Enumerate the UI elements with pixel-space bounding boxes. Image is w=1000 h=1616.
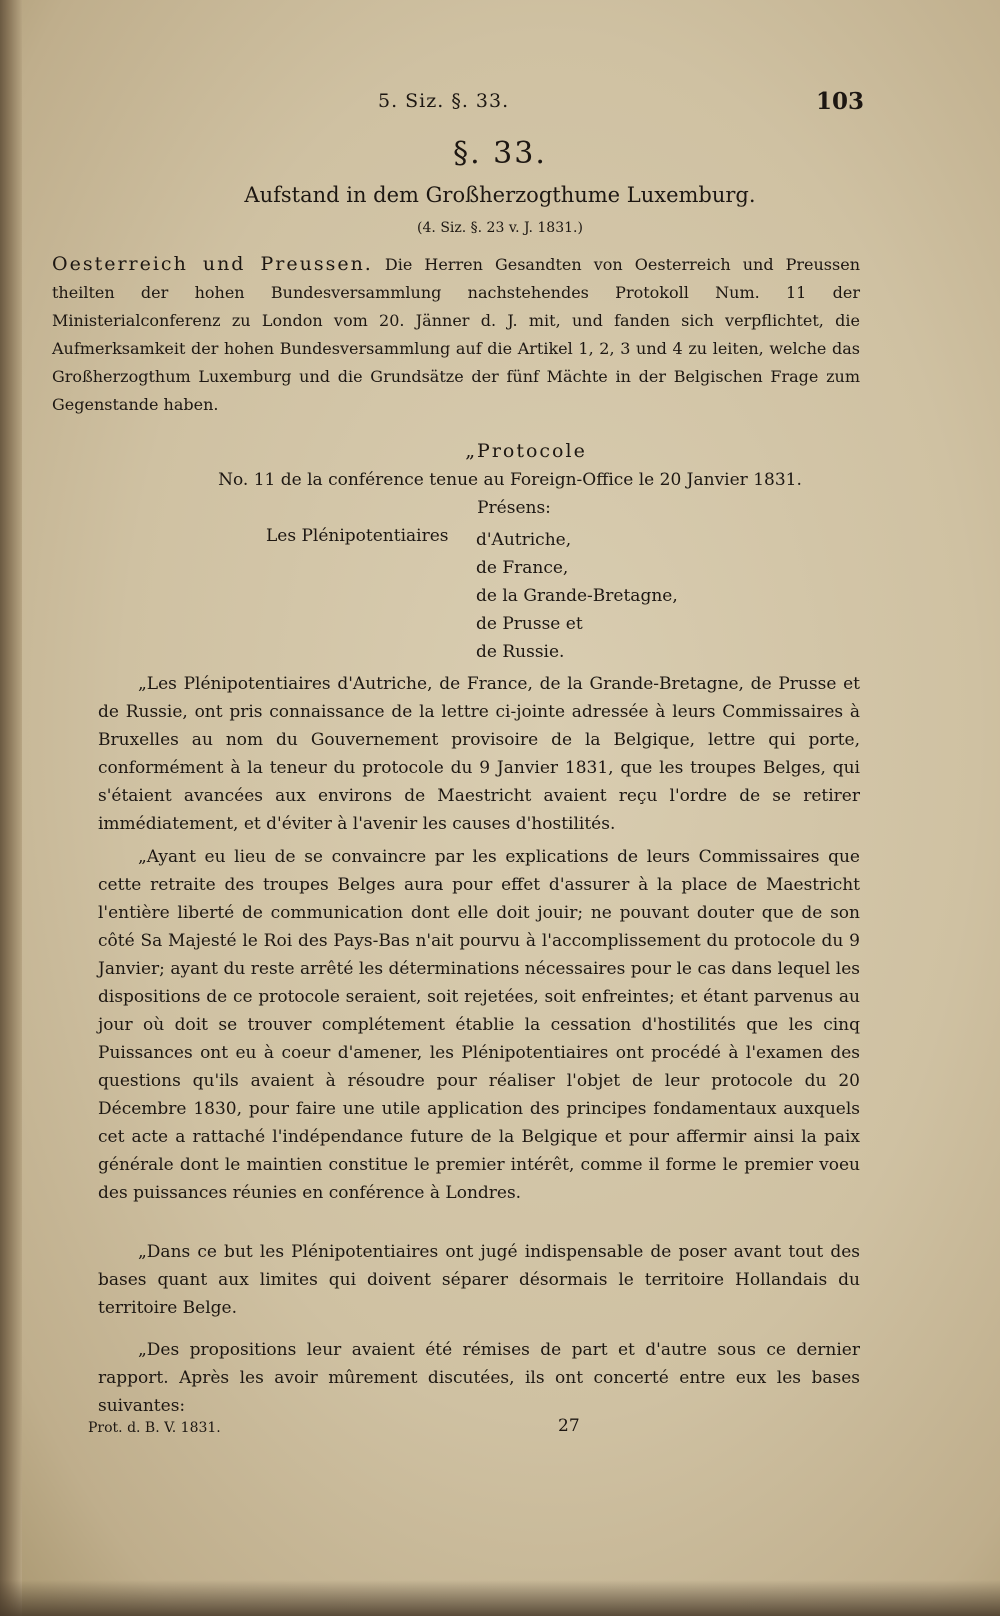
running-head-title: 5. Siz. §. 33. bbox=[378, 90, 510, 112]
page-bottom-shadow bbox=[0, 1580, 1000, 1616]
protocol-paragraph: „Les Plénipotentiaires d'Autriche, de France, de la Grande-Bretagne, de Prusse et de Russie, ont pris connaissance de la lettre ci-jointe adressée à leurs Commissaires à Bruxelles au nom du Gouvernement provisoire de la Belgique, lettre qui porte, conformément à la teneur du protocole du 9 Janvier 1831, que les troupes Belges, qui s'étaient avancées aux environs de Maestricht avaient reçu l'ordre de se retirer immédiatement, et d'éviter à l'avenir les causes d'hostilités. bbox=[98, 674, 860, 834]
section-reference: (4. Siz. §. 23 v. J. 1831.) bbox=[417, 220, 583, 236]
intro-text: Die Herren Gesandten von Oesterreich und Preussen theilten der hohen Bundesversammlung nachstehendes Protokoll Num. 11 der Ministerialconferenz zu London vom 20. Jänner d. J. mit, und fanden sich verpflichtet, die Aufmerksamkeit der hohen Bundesversammlung auf die Artikel 1, 2, 3 und 4 zu leiten, welche das Großherzogthum Luxemburg und die Grundsätze der fünf Mächte in der Belgischen Frage zum Gegenstande haben. bbox=[52, 255, 861, 414]
plenipotentiaries-list bbox=[476, 526, 678, 666]
plenipotentiaries-label: Les Plénipotentiaires bbox=[266, 526, 449, 546]
book-spine-shadow bbox=[0, 0, 22, 1616]
protocol-subheading: No. 11 de la conférence tenue au Foreign-Office le 20 Janvier 1831. bbox=[218, 470, 802, 490]
presens-label: Présens: bbox=[477, 498, 551, 518]
plenipotentiary-item: de Prusse et bbox=[476, 614, 583, 634]
running-head bbox=[0, 90, 1000, 120]
page-number: 103 bbox=[816, 88, 865, 115]
plenipotentiary-item: de Russie. bbox=[476, 642, 565, 662]
intro-lead: Oesterreich und Preussen. bbox=[52, 253, 373, 275]
protocol-paragraph: „Ayant eu lieu de se convaincre par les explications de leurs Commissaires que cette retraite des troupes Belges aura pour effet d'assurer à la place de Maestricht l'entière liberté de communication dont elle doit jouir; ne pouvant douter que de son côté Sa Majesté le Roi des Pays-Bas n'ait pourvu à l'accomplissement du protocole du 9 Janvier; ayant du reste arrêté les déterminations nécessaires pour le cas dans lequel les dispositions de ce protocole seraient, soit rejetées, soit enfreintes; et étant parvenus au jour où doit se trouver complétement établie la cessation d'hostilités que les cinq Puissances ont eu à coeur d'amener, les Plénipotentiaires ont procédé à l'examen des questions qu'ils avaient à résoudre pour réaliser l'objet de leur protocole du 20 Décembre 1830, pour faire une utile application des principes fondamentaux auxquels cet acte a rattaché l'indépendance future de la Belgique et pour affermir ainsi la paix générale dont le maintien constitue le premier intérêt, comme il forme le premier voeu des puissances réunies en conférence à Londres. bbox=[98, 847, 860, 1203]
footer-sheet-number: 27 bbox=[558, 1416, 580, 1436]
protocol-heading: „Protocole bbox=[465, 440, 587, 462]
section-number: §. 33. bbox=[453, 136, 547, 171]
plenipotentiary-item: de la Grande-Bretagne, bbox=[476, 586, 678, 606]
protocol-paragraph: „Dans ce but les Plénipotentiaires ont jugé indispensable de poser avant tout des bases quant aux limites qui doivent séparer désormais le territoire Hollandais du territoire Belge. bbox=[98, 1242, 860, 1318]
footer-signature: Prot. d. B. V. 1831. bbox=[88, 1420, 221, 1436]
plenipotentiary-item: d'Autriche, bbox=[476, 530, 572, 550]
protocol-paragraph: „Des propositions leur avaient été rémises de part et d'autre sous ce dernier rapport. Après les avoir mûrement discutées, ils ont concerté entre eux les bases suivantes: bbox=[98, 1340, 860, 1416]
plenipotentiary-item: de France, bbox=[476, 558, 569, 578]
section-title: Aufstand in dem Großherzogthume Luxemburg. bbox=[244, 183, 756, 207]
intro-paragraph bbox=[52, 250, 860, 419]
